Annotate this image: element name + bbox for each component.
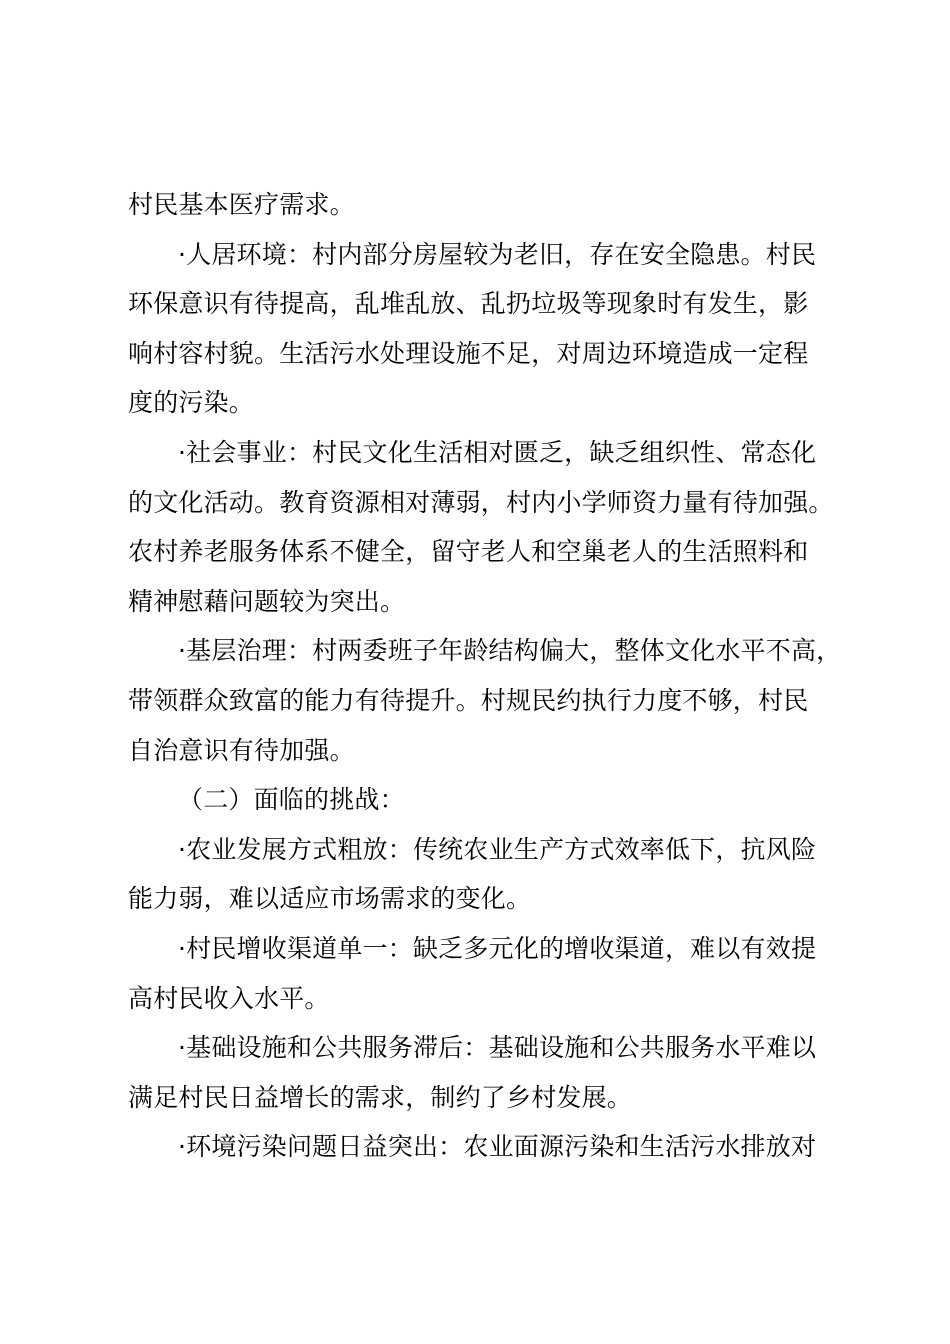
text-line: ·基础设施和公共服务滞后：基础设施和公共服务水平难以 — [178, 1033, 817, 1063]
text-line: 自治意识有待加强。 — [128, 735, 355, 765]
text-line: ·农业发展方式粗放：传统农业生产方式效率低下，抗风险 — [178, 834, 817, 864]
text-line: 度的污染。 — [128, 388, 255, 418]
text-line: 响村容村貌。生活污水处理设施不足，对周边环境造成一定程 — [128, 338, 809, 368]
text-line: 带领群众致富的能力有待提升。村规民约执行力度不够，村民 — [128, 685, 809, 715]
text-line: 的文化活动。教育资源相对薄弱，村内小学师资力量有待加强。 — [128, 487, 834, 517]
text-line: ·社会事业：村民文化生活相对匮乏，缺乏组织性、常态化 — [178, 437, 817, 467]
text-line: 精神慰藉问题较为突出。 — [128, 586, 406, 616]
text-line: ·基层治理：村两委班子年龄结构偏大，整体文化水平不高， — [178, 636, 842, 666]
document-body — [128, 180, 848, 1172]
text-line: 环保意识有待提高，乱堆乱放、乱扔垃圾等现象时有发生，影 — [128, 289, 809, 319]
text-line: ·环境污染问题日益突出：农业面源污染和生活污水排放对 — [178, 1132, 817, 1162]
text-line: 满足村民日益增长的需求，制约了乡村发展。 — [128, 1082, 633, 1112]
text-line: ·村民增收渠道单一：缺乏多元化的增收渠道，难以有效提 — [178, 933, 817, 963]
text-line: 农村养老服务体系不健全，留守老人和空巢老人的生活照料和 — [128, 537, 809, 567]
text-line: 能力弱，难以适应市场需求的变化。 — [128, 884, 532, 914]
section-heading: （二）面临的挑战： — [178, 785, 405, 815]
text-line: 村民基本医疗需求。 — [128, 190, 355, 219]
text-line: ·人居环境：村内部分房屋较为老旧，存在安全隐患。村民 — [178, 239, 817, 269]
text-line: 高村民收入水平。 — [128, 983, 330, 1013]
